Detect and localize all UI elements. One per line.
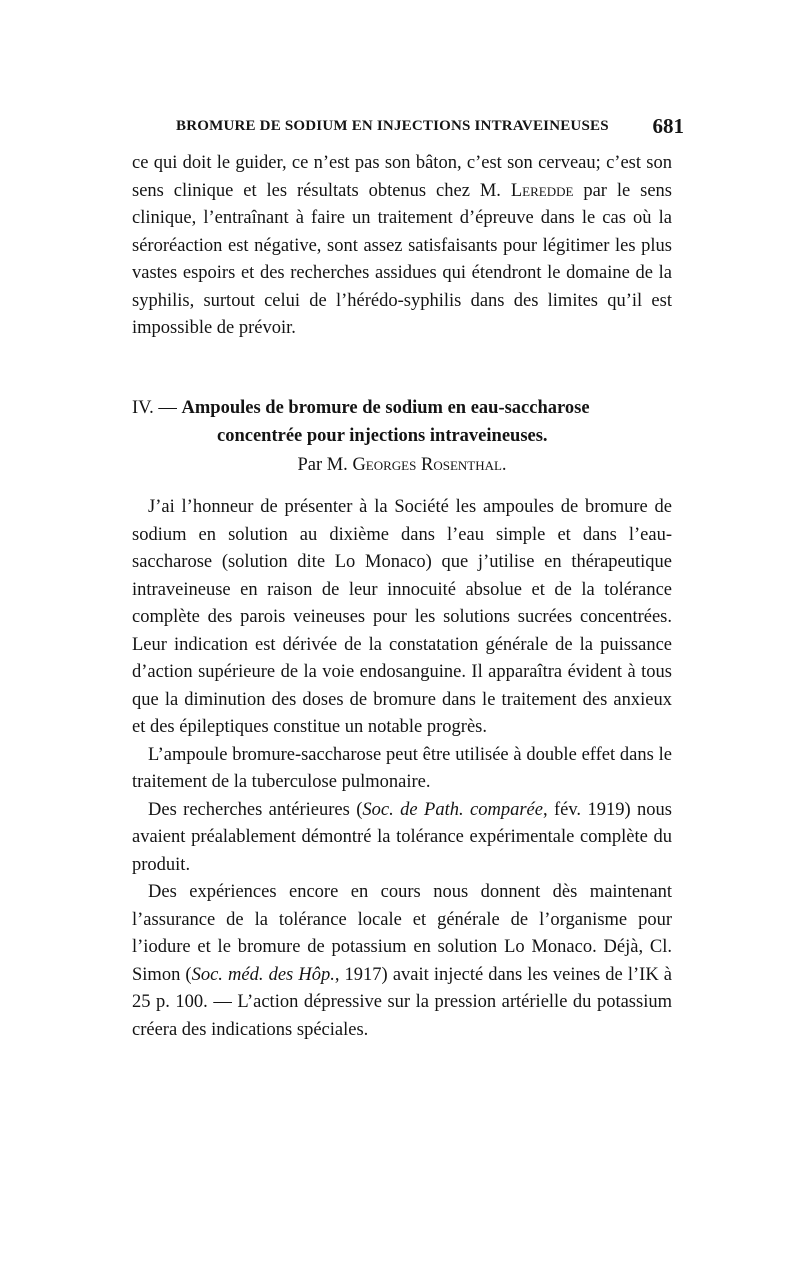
- intro-paragraph: [132, 150, 672, 343]
- section-dash: —: [153, 398, 182, 418]
- paragraph-experiences: [132, 879, 672, 1044]
- paragraph-tuberculose: L’ampoule bromure-saccharose peut être utilisée à double effet dans le traitement de la tuberculose pulmonaire.: [132, 744, 672, 792]
- intro-block: [132, 150, 672, 343]
- section-heading: [132, 395, 672, 450]
- p5-text-b: , 1917) avait injecté dans les veines de l’IK à 25 p. 100. — L’action dépressive sur la pression artérielle du potassium créera des indications spéciales.: [132, 964, 672, 1040]
- byline-prefix: Par M.: [297, 455, 353, 475]
- intro-text-b: par le sens clinique, l’entraînant à faire un traitement d’épreuve dans le cas où la séroréaction est négative, sont assez satisfaisants pour légitimer les plus vastes espoirs et des recherches assidues qui étendront le domaine de la syphilis, surtout celui de l’hérédo-syphilis dans des limites qu’il est impossible de prévoir.: [132, 180, 672, 338]
- byline: [132, 452, 672, 480]
- p4-text-b: , fév. 1919) nous avaient préalablement démontré la tolérance expérimentale complète du produit.: [132, 799, 672, 875]
- running-title: BROMURE DE SODIUM EN INJECTIONS INTRAVEINEUSES: [176, 118, 609, 134]
- byline-author: Georges Rosenthal.: [352, 455, 507, 475]
- p5-citation: Soc. méd. des Hôp.: [191, 964, 335, 985]
- section-title-line1: Ampoules de bromure de sodium en eau-saccharose: [181, 398, 590, 418]
- paragraph-ampoules: J’ai l’honneur de présenter à la Société les ampoules de bromure de sodium en solution au dixième dans l’eau simple et dans l’eau-saccharose (solution dite Lo Monaco) que j’utilise en thérapeutique intraveineuse en raison de leur innocuité absolue et de la tolérance complète des parois veineuses pour les solutions sucrées concentrées. Leur indication est dérivée de la constatation générale de la puissance d’action supérieure de la voie endosanguine. Il apparaîtra évident à tous que la diminution des doses de bromure dans le traitement des anxieux et des épileptiques constitue un notable progrès.: [132, 497, 672, 737]
- author-name-leredde: Leredde: [510, 180, 574, 201]
- page-number: 681: [652, 114, 684, 138]
- intro-text-a: ce qui doit le guider, ce n’est pas son bâton, c’est son cerveau; c’est son sens clinique et les résultats obtenus chez M.: [132, 153, 672, 201]
- running-head: [132, 116, 684, 140]
- paragraph-recherches: [132, 797, 672, 880]
- p5-text-a: Des expériences encore en cours nous donnent dès maintenant l’assurance de la tolérance locale et générale de l’organisme pour l’iodure et le bromure de potassium en solution Lo Monaco. Déjà, Cl. Simon (: [132, 882, 672, 985]
- p4-text-a: Des recherches antérieures (: [148, 799, 363, 820]
- p4-citation: Soc. de Path. comparée: [362, 799, 543, 820]
- article-body: [132, 494, 672, 1044]
- section-title-line2: concentrée pour injections intraveineuses.: [217, 425, 548, 446]
- section-numeral: IV.: [132, 398, 154, 418]
